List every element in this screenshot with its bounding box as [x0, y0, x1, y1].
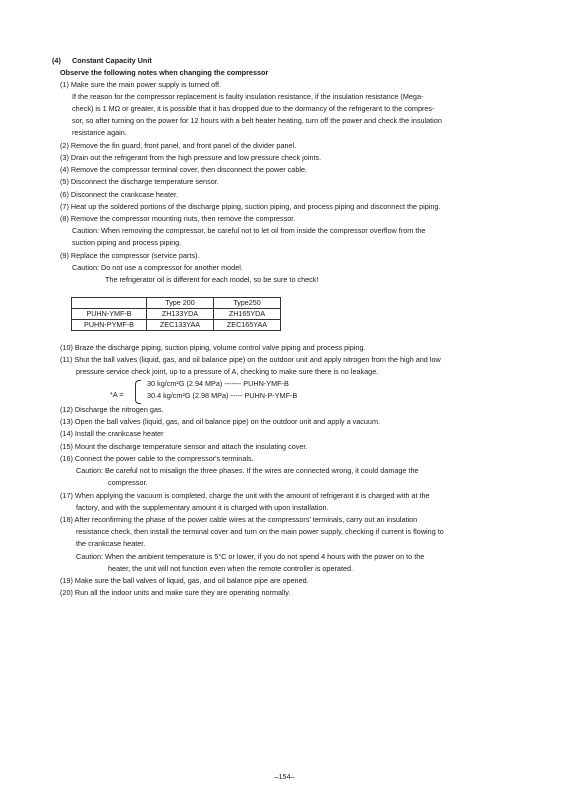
pressure-brace — [135, 380, 141, 404]
step-16-caution: compressor. — [108, 478, 148, 487]
step-11: (11) Shut the ball valves (liquid, gas, and oil balance pipe) on the outdoor unit and apply nitrogen from the high and low — [60, 355, 441, 364]
pressure-value-pymf: 30.4 kg/cm²G (2.98 MPa) ----- PUHN-P-YMF-B — [147, 391, 298, 400]
step-17: (17) When applying the vacuum is completed, charge the unit with the amount of refrigerant it is charged with at the — [60, 491, 430, 500]
table-cell: ZH133YDA — [147, 309, 214, 320]
table-header-cell: Type 200 — [147, 298, 214, 309]
table-cell: ZEC165YAA — [214, 320, 281, 331]
step-8-caution: suction piping and process piping. — [72, 238, 182, 247]
step-9-caution: Caution: Do not use a compressor for another model. — [72, 263, 243, 272]
step-8: (8) Remove the compressor mounting nuts, then remove the compressor. — [60, 214, 296, 223]
step-11-detail: pressure service check joint, up to a pressure of A, checking to make sure there is no leakage. — [76, 367, 379, 376]
step-17-detail: factory, and with the supplementary amount it is charged with upon installation. — [76, 503, 329, 512]
table-row — [72, 320, 281, 331]
step-14: (14) Install the crankcase heater — [60, 429, 164, 438]
step-18-caution: Caution: When the ambient temperature is 5°C or lower, if you do not spend 4 hours with the power on to the — [76, 552, 425, 561]
table-cell: PUHN-PYMF-B — [72, 320, 147, 331]
table-header-row — [72, 298, 281, 309]
step-12: (12) Discharge the nitrogen gas. — [60, 405, 164, 414]
table-cell: PUHN-YMF-B — [72, 309, 147, 320]
table-header-cell — [72, 298, 147, 309]
step-4: (4) Remove the compressor terminal cover, then disconnect the power cable. — [60, 165, 308, 174]
compressor-model-table — [71, 297, 281, 331]
table-cell: ZH165YDA — [214, 309, 281, 320]
step-10: (10) Braze the discharge piping, suction piping, volume control valve piping and process piping. — [60, 343, 366, 352]
step-3: (3) Drain out the refrigerant from the high pressure and low pressure check joints. — [60, 153, 322, 162]
section-title: Constant Capacity Unit — [72, 56, 152, 65]
step-1-detail: resistance again. — [72, 128, 127, 137]
step-19: (19) Make sure the ball valves of liquid, gas, and oil balance pipe are opened. — [60, 576, 309, 585]
table-header-cell: Type250 — [214, 298, 281, 309]
step-18-detail: resistance check, then install the terminal cover and turn on the main power supply, checking if current is flowing to — [76, 527, 444, 536]
pressure-label: *A = — [110, 390, 124, 399]
step-13: (13) Open the ball valves (liquid, gas, and oil balance pipe) on the outdoor unit and apply a vacuum. — [60, 417, 381, 426]
step-1: (1) Make sure the main power supply is turned off. — [60, 80, 222, 89]
step-9-caution: The refrigerator oil is different for each model, so be sure to check! — [105, 275, 319, 284]
step-1-detail: If the reason for the compressor replacement is faulty insulation resistance, if the insulation resistance (Mega- — [72, 92, 424, 101]
pressure-value-ymf: 30 kg/cm²G (2.94 MPa) ------- PUHN-YMF-B — [147, 379, 289, 388]
step-15: (15) Mount the discharge temperature sensor and attach the insulating cover. — [60, 442, 308, 451]
step-5: (5) Disconnect the discharge temperature sensor. — [60, 177, 219, 186]
step-2: (2) Remove the fin guard, front panel, and front panel of the divider panel. — [60, 141, 297, 150]
step-9: (9) Replace the compressor (service parts). — [60, 251, 200, 260]
step-16: (16) Connect the power cable to the compressor's terminals. — [60, 454, 254, 463]
page-number: –154– — [274, 772, 295, 781]
step-20: (20) Run all the indoor units and make sure they are operating normally. — [60, 588, 291, 597]
step-18-caution: heater, the unit will not function even when the remote controller is operated. — [108, 564, 354, 573]
section-subtitle: Observe the following notes when changing the compressor — [60, 68, 269, 77]
step-1-detail: sor, so after turning on the power for 12 hours with a belt heater heating, turn off the power and check the insulation — [72, 116, 442, 125]
table-row — [72, 309, 281, 320]
section-number: (4) — [52, 56, 61, 65]
step-18-detail: the crankcase heater. — [76, 539, 146, 548]
step-7: (7) Heat up the soldered portions of the discharge piping, suction piping, and process piping and disconnect the piping. — [60, 202, 441, 211]
step-6: (6) Disconnect the crankcase heater. — [60, 190, 179, 199]
step-1-detail: check) is 1 MΩ or greater, it is possible that it has dropped due to the dormancy of the refrigerant to the compres- — [72, 104, 435, 113]
table-cell: ZEC133YAA — [147, 320, 214, 331]
step-16-caution: Caution: Be careful not to misalign the three phases. If the wires are connected wrong, it could damage the — [76, 466, 419, 475]
step-8-caution: Caution: When removing the compressor, be careful not to let oil from inside the compressor overflow from the — [72, 226, 426, 235]
step-18: (18) After reconfirming the phase of the power cable wires at the compressors' terminals, carry out an insulation — [60, 515, 418, 524]
